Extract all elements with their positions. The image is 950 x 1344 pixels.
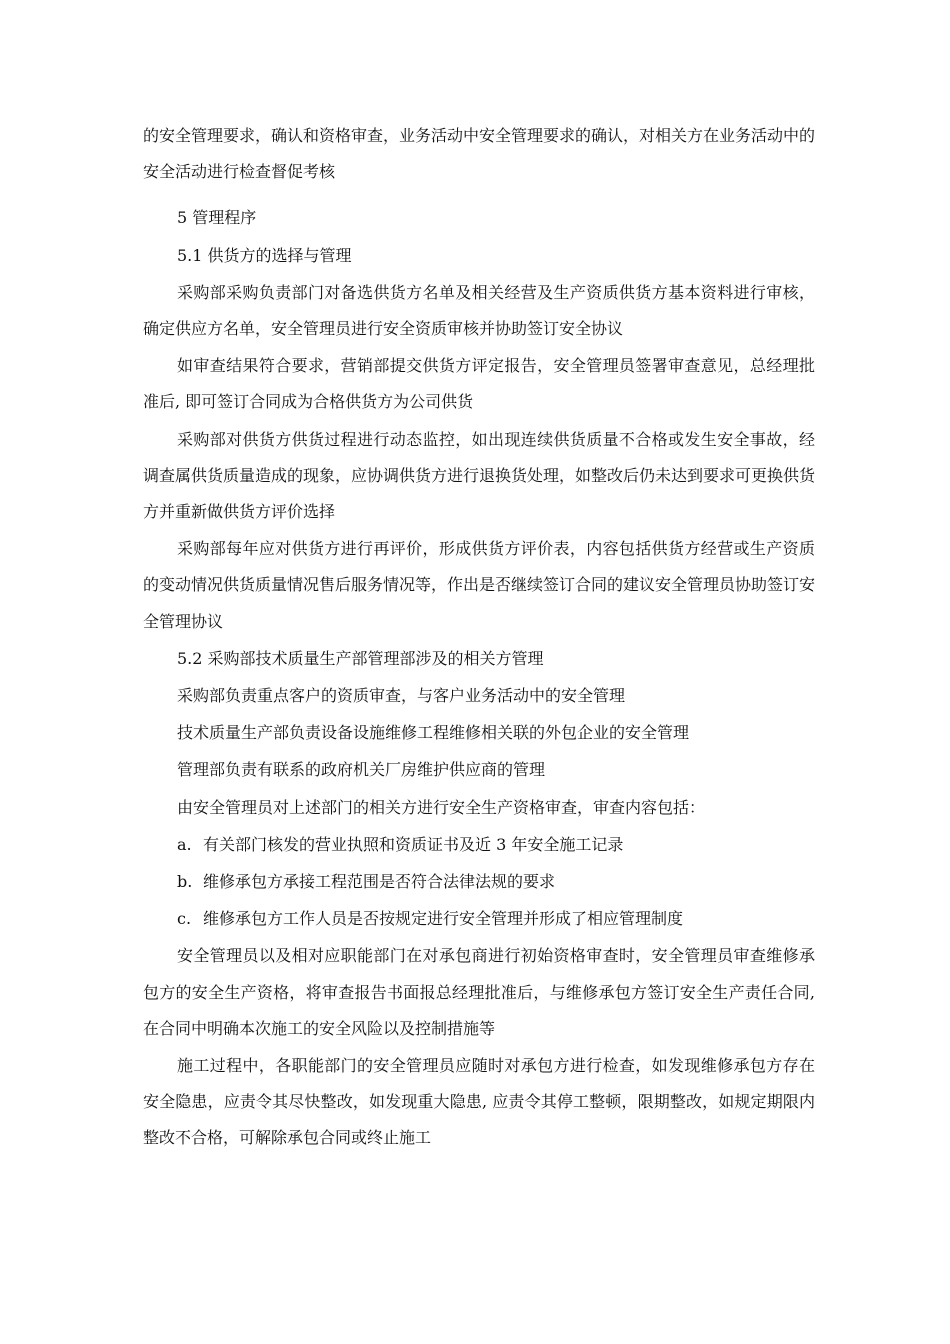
subsection-heading-5-1: 5.1 供货方的选择与管理 (177, 245, 352, 265)
list-item (143, 901, 815, 937)
body-paragraph: 采购部对供货方供货过程进行动态监控，如出现连续供货质量不合格或发生安全事故，经调查属供货质量造成的现象，应协调供货方进行退换货处理，如整改后仍未达到要求可更换供货方并重新做供货方评价选择 (143, 429, 816, 522)
body-paragraph: 如审查结果符合要求，营销部提交供货方评定报告，安全管理员签署审查意见，总经理批准后, 即可签订合同成为合格供货方为公司供货 (143, 356, 815, 412)
body-paragraph: 管理部负责有联系的政府机关厂房维护供应商的管理 (177, 760, 546, 780)
list-item-text: 有关部门核发的营业执照和资质证书及近 3 年安全施工记录 (203, 834, 624, 854)
body-paragraph: 采购部负责重点客户的资质审查，与客户业务活动中的安全管理 (177, 686, 626, 706)
body-paragraph: 采购部每年应对供货方进行再评价，形成供货方评价表，内容包括供货方经营或生产资质的变动情况供货质量情况售后服务情况等，作出是否继续签订合同的建议安全管理员协助签订安全管理协议 (143, 539, 816, 631)
list-marker: c. (177, 909, 192, 929)
list-marker: b. (177, 872, 193, 892)
list-item-text: 维修承包方工作人员是否按规定进行安全管理并形成了相应管理制度 (203, 909, 684, 929)
body-paragraph: 采购部采购负责部门对备选供货方名单及相关经营及生产资质供货方基本资料进行审核，确定供应方名单，安全管理员进行安全资质审核并协助签订安全协议 (143, 282, 815, 339)
body-paragraph: 技术质量生产部负责设备设施维修工程维修相关联的外包企业的安全管理 (177, 723, 690, 743)
body-paragraph: 安全管理员以及相对应职能部门在对承包商进行初始资格审查时，安全管理员审查维修承包方的安全生产资格，将审查报告书面报总经理批准后，与维修承包方签订安全生产责任合同, 在合同中明确本次施工的安全风险以及控制措施等 (143, 946, 815, 1038)
continuation-paragraph: 的安全管理要求，确认和资格审查，业务活动中安全管理要求的确认，对相关方在业务活动中的安全活动进行检查督促考核 (143, 126, 816, 182)
body-paragraph: 施工过程中，各职能部门的安全管理员应随时对承包方进行检查，如发现维修承包方存在安全隐患，应责令其尽快整改，如发现重大隐患, 应责令其停工整顿，限期整改，如规定期限内整改不合格，可解除承包合同或终止施工 (143, 1056, 815, 1148)
list-item (143, 827, 815, 863)
section-heading-5: 5 管理程序 (177, 208, 257, 228)
list-item (143, 864, 815, 900)
list-marker: a. (177, 834, 192, 854)
body-paragraph: 由安全管理员对上述部门的相关方进行安全生产资格审查，审查内容包括： (177, 797, 706, 817)
list-item-text: 维修承包方承接工程范围是否符合法律法规的要求 (203, 872, 556, 892)
document-body (143, 118, 815, 1158)
subsection-heading-5-2: 5.2 采购部技术质量生产部管理部涉及的相关方管理 (177, 648, 544, 668)
